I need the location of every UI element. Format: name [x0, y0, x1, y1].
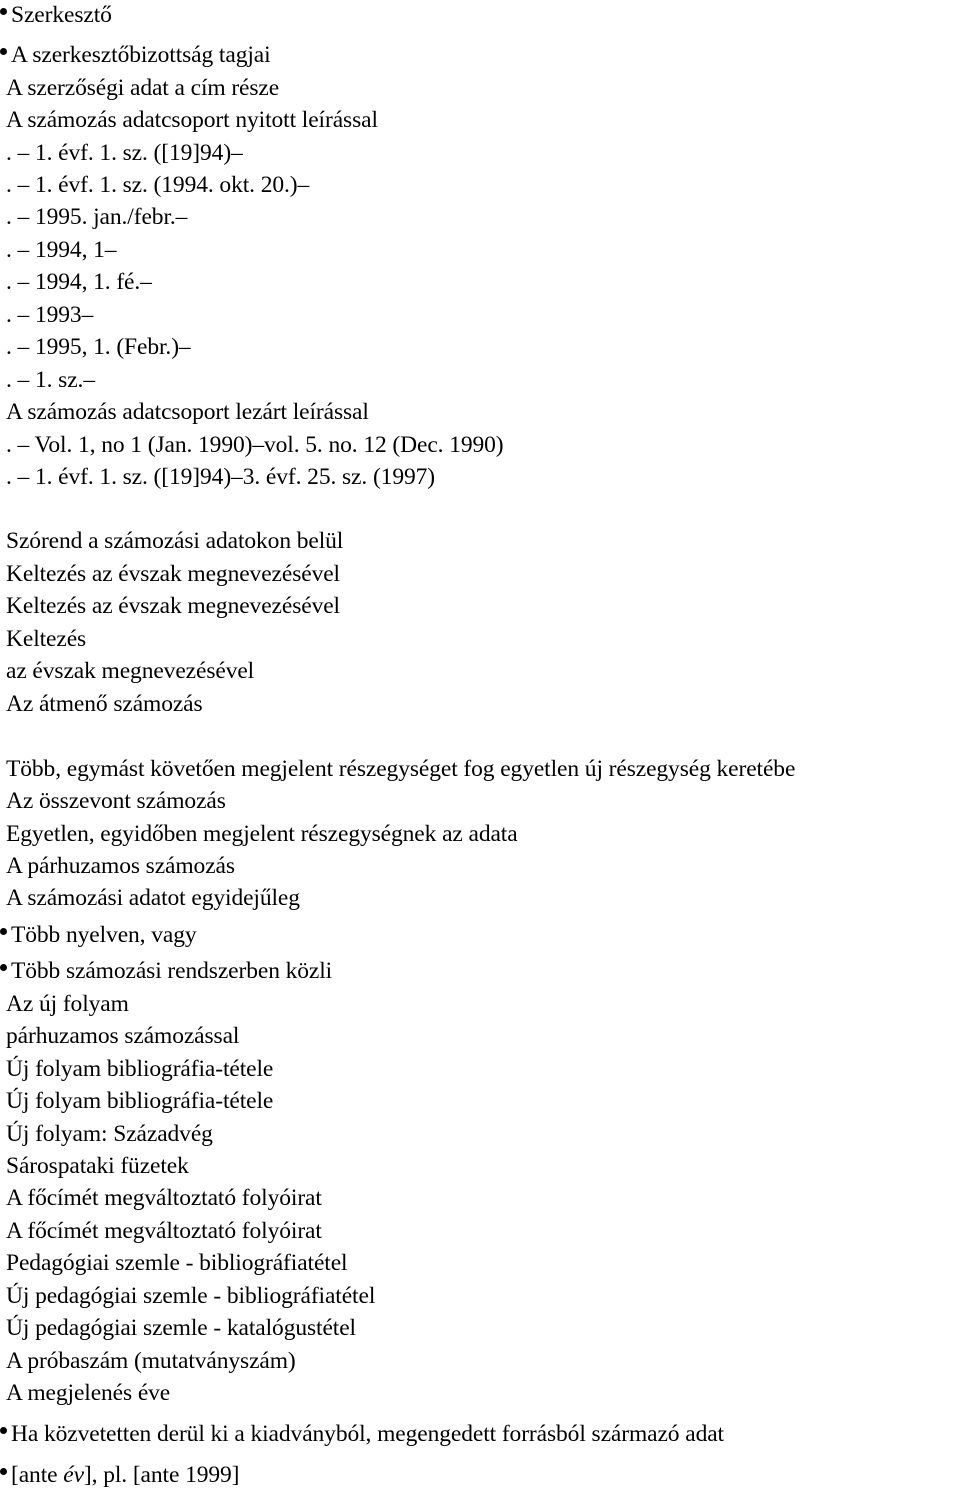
line-7: . – 1994, 1– — [6, 237, 117, 263]
line-19: az évszak megnevezésével — [6, 658, 255, 684]
bullet-icon — [0, 964, 7, 971]
line-37: Új pedagógiai szemle - bibliográfiatétel — [6, 1283, 376, 1309]
line-1 — [0, 41, 271, 69]
line-31: Új folyam bibliográfia-tétele — [6, 1088, 274, 1114]
bullet-icon — [0, 1427, 7, 1434]
last-line-italic: év — [63, 1462, 84, 1488]
last-line-prefix: [ante — [11, 1462, 64, 1488]
line-6: . – 1995. jan./febr.– — [6, 204, 188, 230]
line-41-text: Ha közvetetten derül ki a kiadványból, megengedett forrásból származó adat — [11, 1421, 724, 1447]
line-36: Pedagógiai szemle - bibliográfiatétel — [6, 1250, 348, 1276]
line-11: . – 1. sz.– — [6, 367, 95, 393]
last-line-suffix: ], pl. [ante 1999] — [83, 1462, 240, 1488]
line-21: Több, egymást követően megjelent részegységet fog egyetlen új részegység keretébe — [6, 756, 796, 782]
line-10: . – 1995, 1. (Febr.)– — [6, 334, 191, 360]
line-4: . – 1. évf. 1. sz. ([19]94)– — [6, 140, 243, 166]
line-0 — [0, 1, 112, 29]
line-28: Az új folyam — [6, 991, 129, 1017]
bullet-icon — [0, 8, 7, 15]
line-25: A számozási adatot egyidejűleg — [6, 885, 300, 911]
line-17: Keltezés az évszak megnevezésével — [6, 593, 340, 619]
line-26-text: Több nyelven, vagy — [11, 922, 197, 948]
line-13: . – Vol. 1, no 1 (Jan. 1990)–vol. 5. no. 12 (Dec. 1990) — [6, 432, 504, 458]
line-1-text: A szerkesztőbizottság tagjai — [11, 42, 271, 68]
line-9: . – 1993– — [6, 302, 94, 328]
line-27-text: Több számozási rendszerben közli — [11, 958, 333, 984]
line-39: A próbaszám (mutatványszám) — [6, 1348, 296, 1374]
line-15: Szórend a számozási adatokon belül — [6, 528, 344, 554]
line-3: A számozás adatcsoport nyitott leírással — [6, 107, 378, 133]
line-5: . – 1. évf. 1. sz. (1994. okt. 20.)– — [6, 172, 310, 198]
bullet-icon — [0, 928, 7, 935]
line-40: A megjelenés éve — [6, 1380, 171, 1406]
line-27 — [0, 957, 332, 985]
line-30: Új folyam bibliográfia-tétele — [6, 1056, 274, 1082]
line-32: Új folyam: Századvég — [6, 1121, 213, 1147]
line-41 — [0, 1420, 724, 1448]
line-8: . – 1994, 1. fé.– — [6, 269, 152, 295]
line-26 — [0, 921, 197, 949]
line-14: . – 1. évf. 1. sz. ([19]94)–3. évf. 25. sz. (1997) — [6, 464, 435, 490]
line-35: A főcímét megváltoztató folyóirat — [6, 1218, 322, 1244]
line-18: Keltezés — [6, 626, 87, 652]
line-34: A főcímét megváltoztató folyóirat — [6, 1185, 322, 1211]
line-23: Egyetlen, egyidőben megjelent részegységnek az adata — [6, 821, 518, 847]
line-22: Az összevont számozás — [6, 788, 226, 814]
line-12: A számozás adatcsoport lezárt leírással — [6, 399, 369, 425]
line-16: Keltezés az évszak megnevezésével — [6, 561, 340, 587]
line-33: Sárospataki füzetek — [6, 1153, 189, 1179]
bullet-icon — [0, 48, 7, 55]
line-20: Az átmenő számozás — [6, 691, 203, 717]
line-last — [0, 1461, 239, 1489]
bullet-icon — [0, 1468, 7, 1475]
line-38: Új pedagógiai szemle - katalógustétel — [6, 1315, 356, 1341]
line-24: A párhuzamos számozás — [6, 853, 235, 879]
line-2: A szerzőségi adat a cím része — [6, 75, 280, 101]
line-29: párhuzamos számozással — [6, 1023, 240, 1049]
line-0-text: Szerkesztő — [11, 2, 112, 28]
